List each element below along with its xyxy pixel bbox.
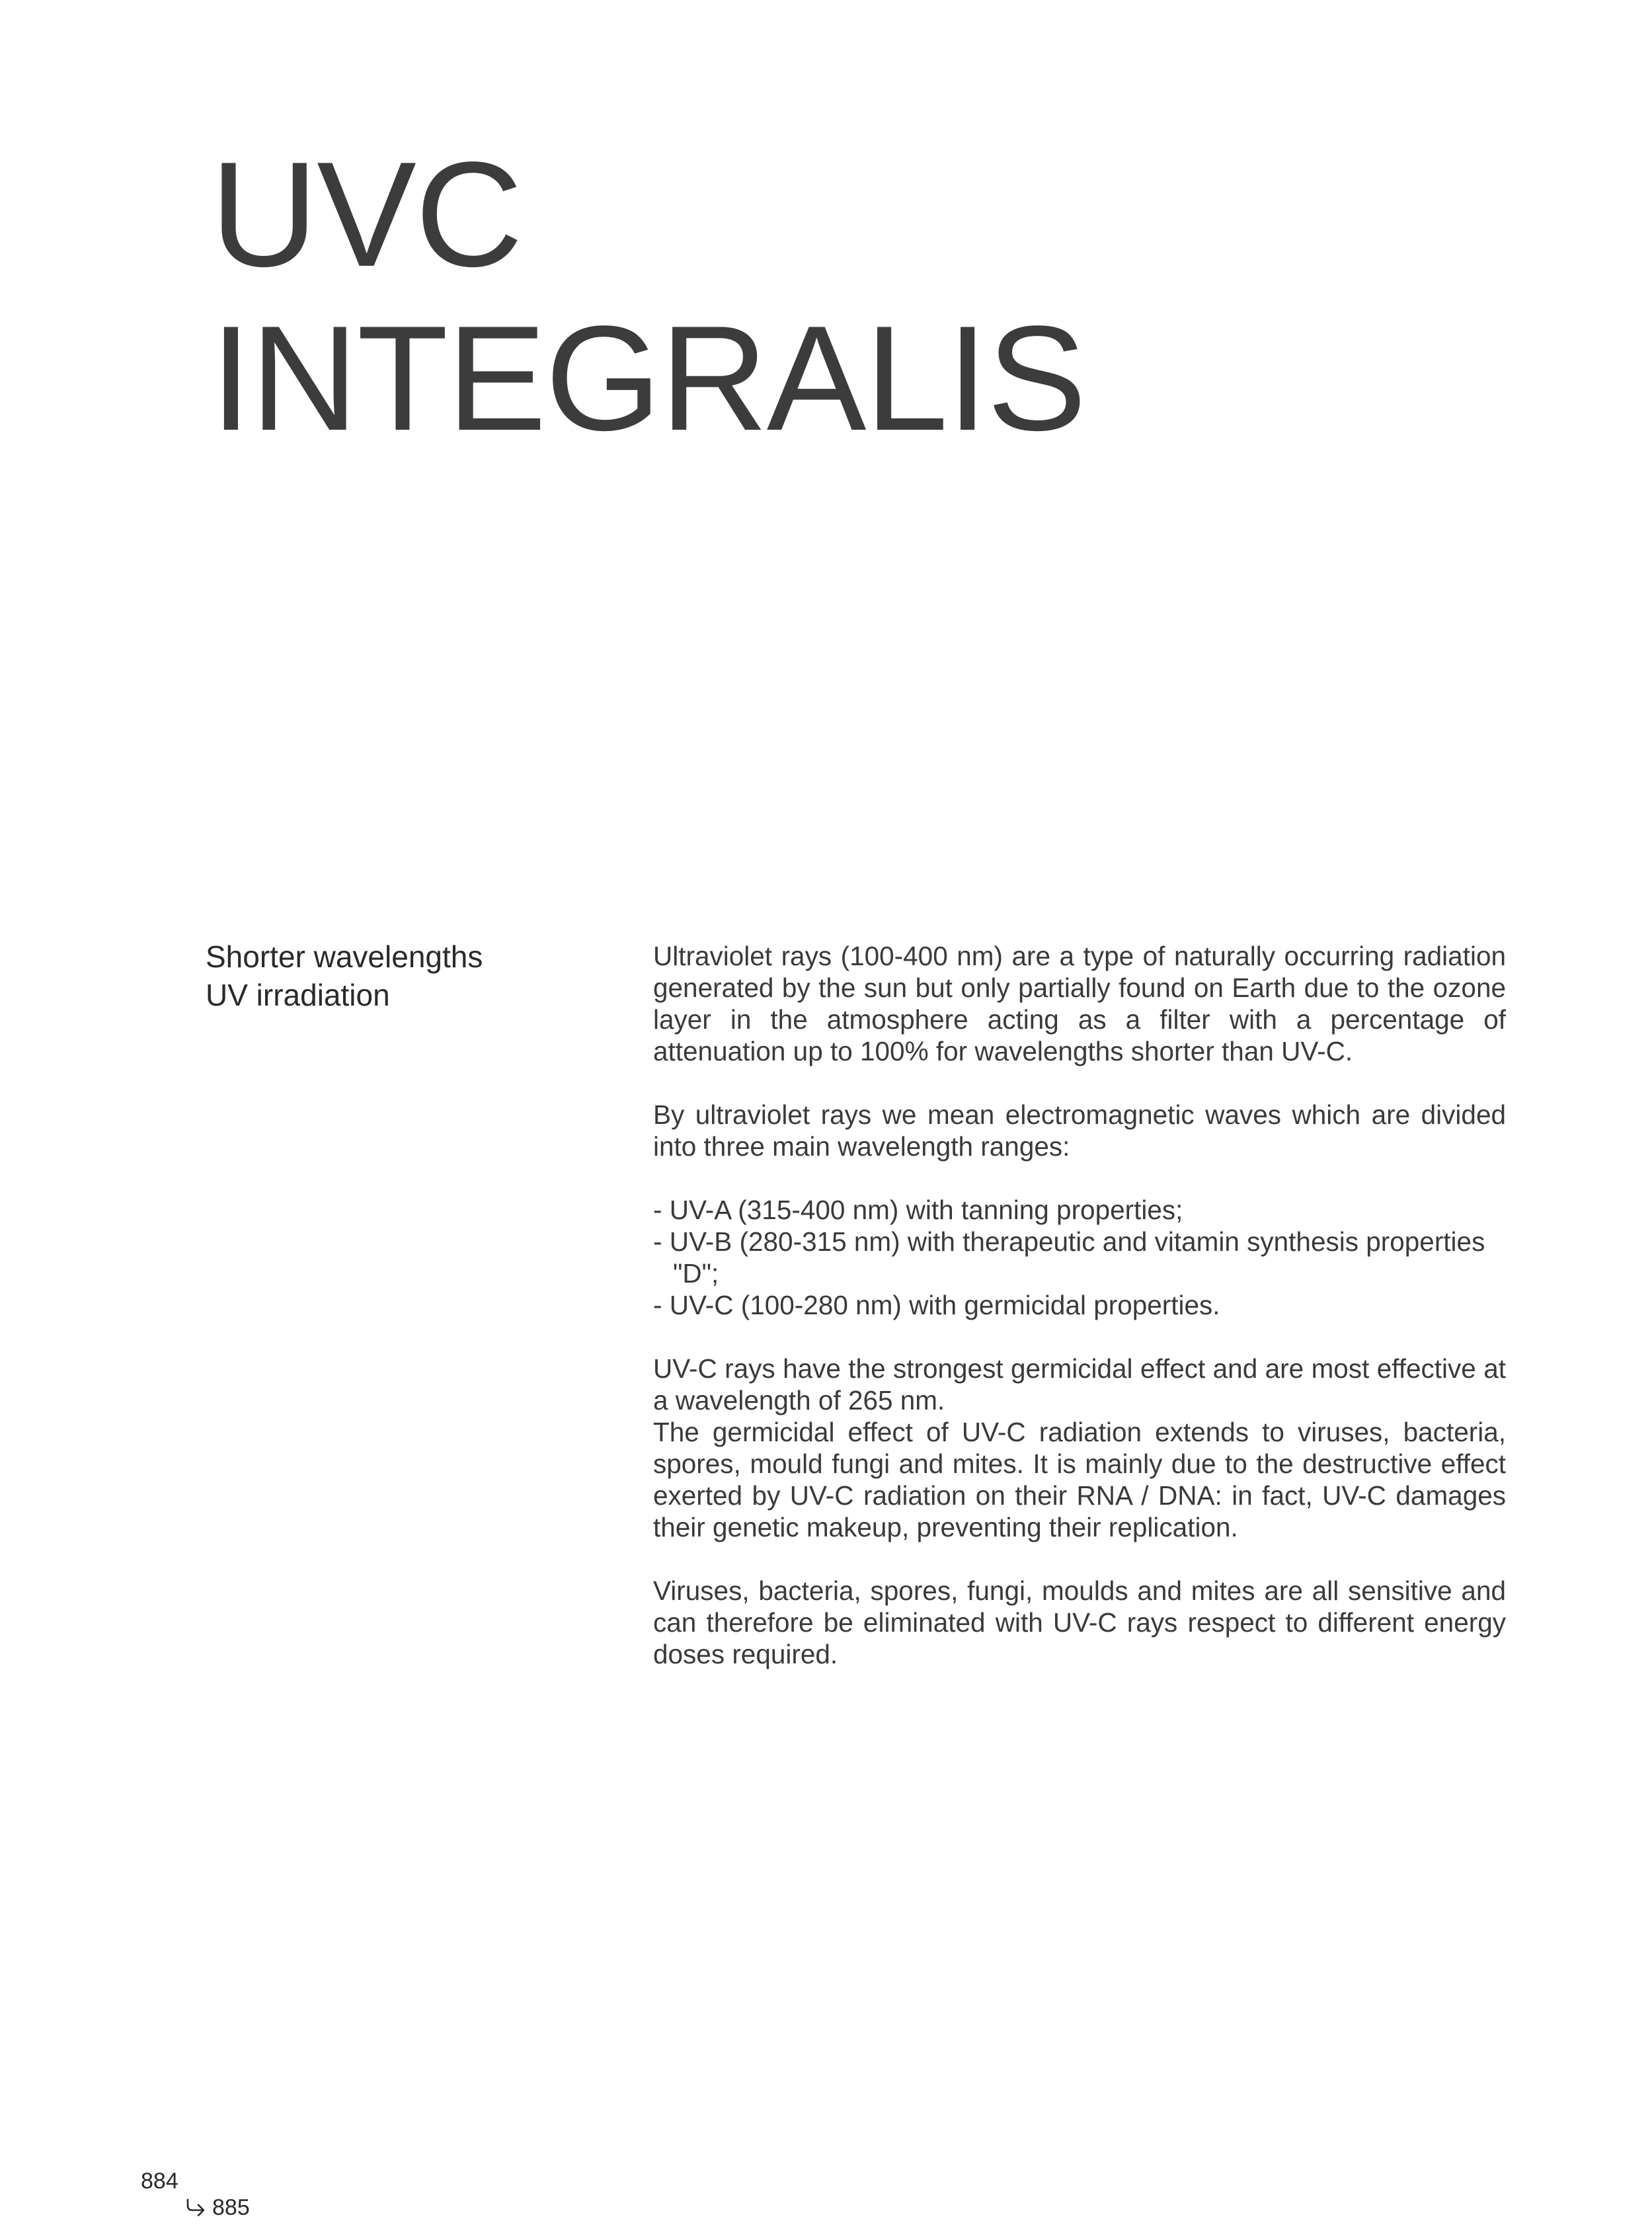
paragraph-germicidal (653, 1353, 1506, 1543)
page-next (184, 2195, 250, 2221)
section-heading-line-1: Shorter wavelengths (206, 939, 483, 974)
paragraph-germicidal-line-1: UV-C rays have the strongest germicidal effect and are most effective at a wavelength of 265 nm. (653, 1353, 1506, 1415)
arrow-return-right-icon (184, 2198, 207, 2217)
list-item-uva: - UV-A (315-400 nm) with tanning properties; (653, 1195, 1183, 1225)
list-item-uvb: - UV-B (280-315 nm) with therapeutic and vitamin synthesis properties "D"; (653, 1226, 1485, 1289)
section-heading (206, 937, 483, 1014)
list-item-uvc: - UV-C (100-280 nm) with germicidal properties. (653, 1290, 1220, 1320)
body-text (653, 940, 1506, 1702)
page-number-next: 885 (212, 2195, 250, 2220)
page-number-current: 884 (141, 2169, 178, 2194)
paragraph-sensitivity: Viruses, bacteria, spores, fungi, moulds and mites are all sensitive and can therefore be eliminated with UV-C rays respect to different energy doses required. (653, 1575, 1506, 1669)
paragraph-germicidal-line-2: The germicidal effect of UV-C radiation extends to viruses, bacteria, spores, mould fungi and mites. It is mainly due to the destructive effect exerted by UV-C radiation on their RNA / DNA: in fact, UV-C damages their genetic makeup, preventing their replication. (653, 1417, 1506, 1542)
page-numbers (141, 2169, 273, 2228)
page-title (210, 132, 1085, 460)
section-heading-line-2: UV irradiation (206, 978, 390, 1012)
title-line-1: UVC (210, 130, 522, 298)
paragraph-definition: By ultraviolet rays we mean electromagnetic waves which are divided into three main wavelength ranges: (653, 1099, 1506, 1162)
paragraph-intro: Ultraviolet rays (100-400 nm) are a type of naturally occurring radiation generated by the sun but only partially found on Earth due to the ozone layer in the atmosphere acting as a filter with a percentage of attenuation up to 100% for wavelengths shorter than UV-C. (653, 941, 1506, 1066)
wavelength-list (653, 1194, 1506, 1321)
title-line-2: INTEGRALIS (210, 294, 1085, 461)
